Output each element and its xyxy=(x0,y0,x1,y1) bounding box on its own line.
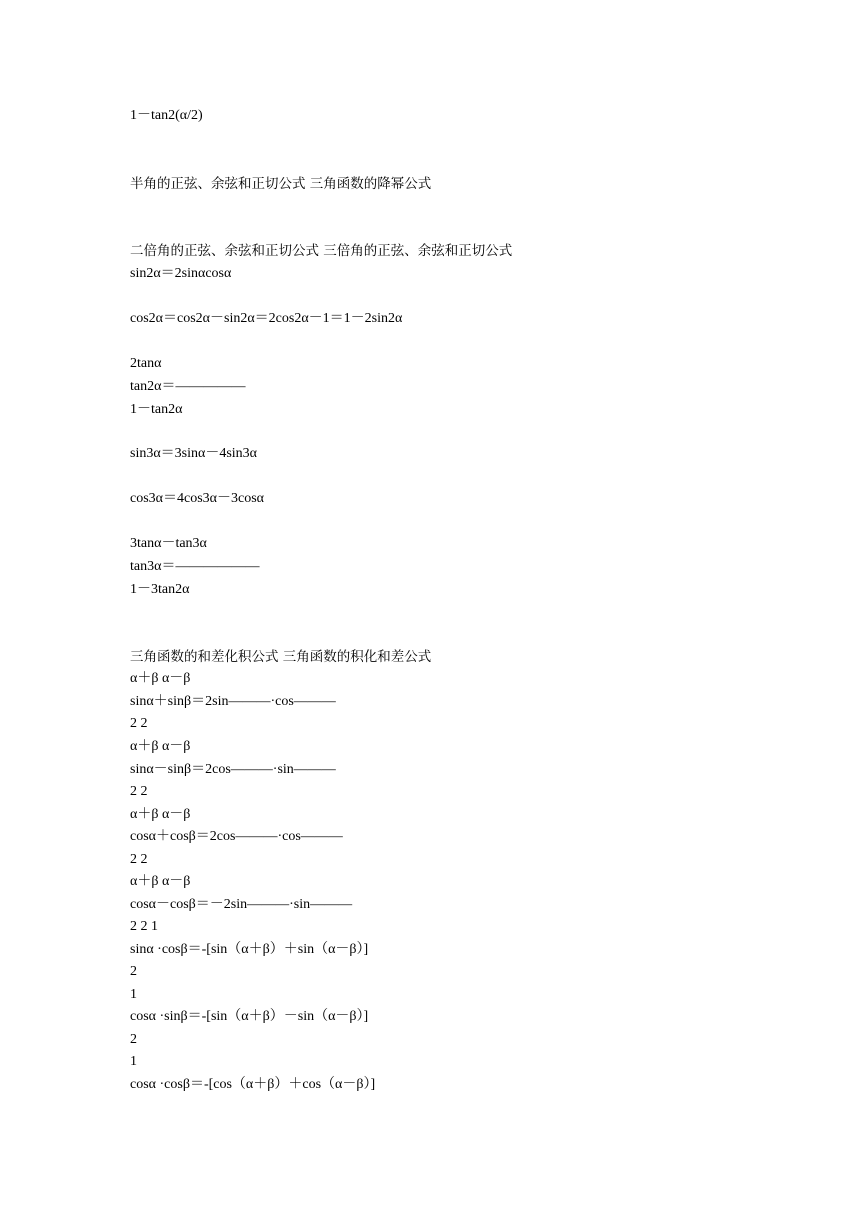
formula-denominator: 2 2 xyxy=(130,784,148,799)
formula-denominator: 2 2 xyxy=(130,852,148,867)
formula-denominator: 2 xyxy=(130,964,137,979)
formula-line: sin3α＝3sinα－4sin3α xyxy=(130,446,258,461)
formula-line: sinα＋sinβ＝2sin———·cos——— xyxy=(130,694,336,709)
formula-line: cos3α＝4cos3α－3cosα xyxy=(130,491,264,506)
formula-line: tan3α＝—————— xyxy=(130,559,260,574)
formula-line: cosα ·cosβ＝-[cos（α＋β）＋cos（α－β）] xyxy=(130,1077,376,1092)
formula-denominator: 2 xyxy=(130,1032,137,1047)
formula-numerator: 1 xyxy=(130,1054,137,1069)
formula-denominator: 2 2 1 xyxy=(130,919,158,934)
formula-line: cosα＋cosβ＝2cos———·cos——— xyxy=(130,829,343,844)
formula-line: sin2α＝2sinαcosα xyxy=(130,266,232,281)
formula-denominator: 1－tan2α xyxy=(130,402,183,417)
formula-line: cosα ·sinβ＝-[sin（α＋β）－sin（α－β）] xyxy=(130,1009,369,1024)
formula-line: tan2α＝————— xyxy=(130,379,246,394)
section-heading: 二倍角的正弦、余弦和正切公式 三倍角的正弦、余弦和正切公式 xyxy=(130,243,513,259)
formula-numerator: α＋β α－β xyxy=(130,671,191,686)
formula-numerator: 2tanα xyxy=(130,356,162,371)
formula-numerator: 1 xyxy=(130,987,137,1002)
formula-numerator: α＋β α－β xyxy=(130,739,191,754)
formula-line: cosα－cosβ＝－2sin———·sin——— xyxy=(130,897,353,912)
formula-numerator: α＋β α－β xyxy=(130,874,191,889)
formula-numerator: α＋β α－β xyxy=(130,807,191,822)
formula-line: sinα－sinβ＝2cos———·sin——— xyxy=(130,762,336,777)
formula-line: cos2α＝cos2α－sin2α＝2cos2α－1＝1－2sin2α xyxy=(130,311,403,326)
formula-denominator: 1－3tan2α xyxy=(130,582,190,597)
section-heading: 三角函数的和差化积公式 三角函数的积化和差公式 xyxy=(130,649,432,665)
formula-numerator: 3tanα－tan3α xyxy=(130,536,207,551)
formula-line: sinα ·cosβ＝-[sin（α＋β）＋sin（α－β）] xyxy=(130,942,369,957)
formula-denominator: 2 2 xyxy=(130,716,148,731)
text-line: 1－tan2(α/2) xyxy=(130,108,203,123)
section-heading: 半角的正弦、余弦和正切公式 三角函数的降幂公式 xyxy=(130,176,432,192)
